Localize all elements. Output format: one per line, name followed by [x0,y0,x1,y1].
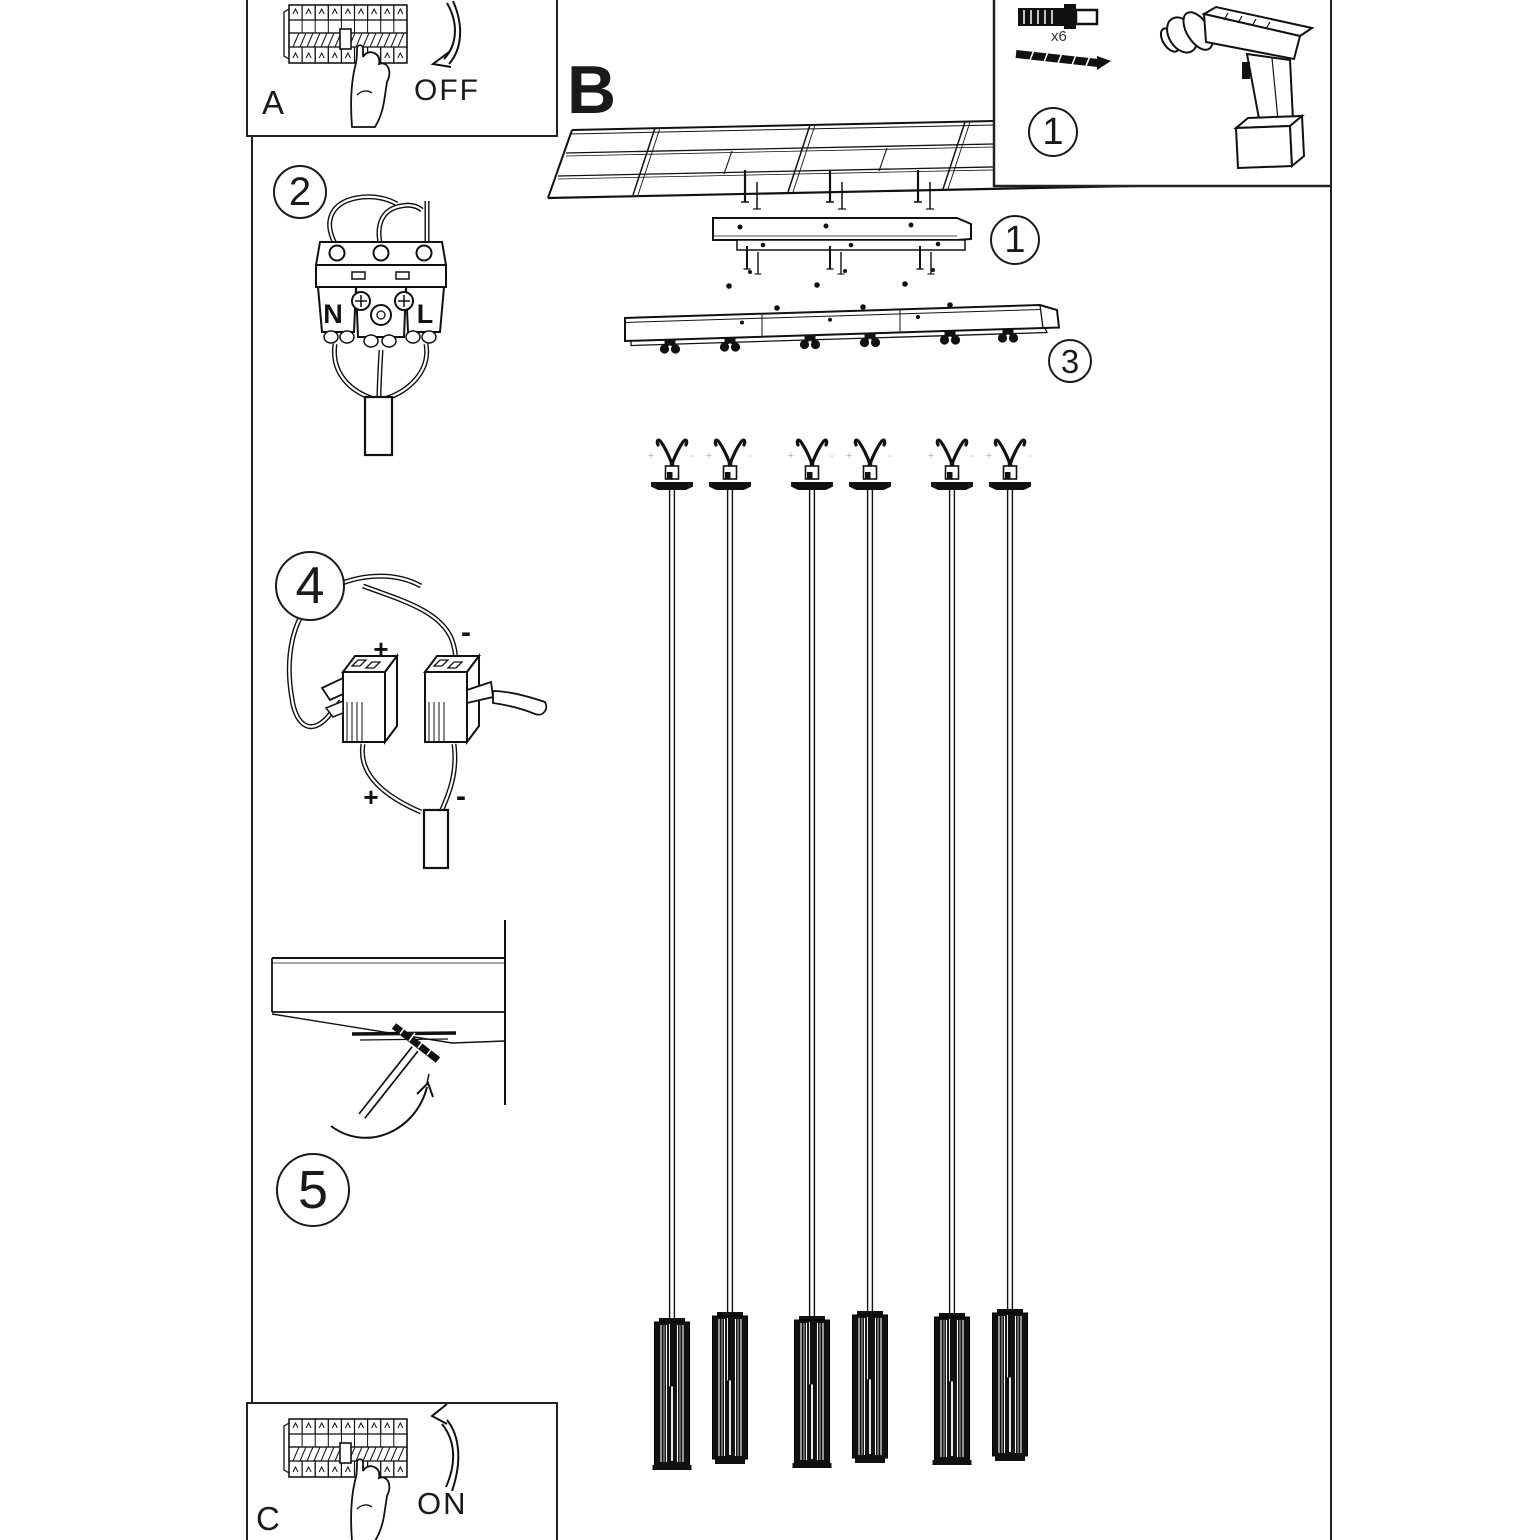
polarity-minus-mark: - [830,450,834,462]
panel-c-label: C [256,1500,280,1537]
hook-wire-right [730,440,745,464]
bracket-1-badge: 1 [990,215,1040,265]
strain-relief-disc [989,482,1031,490]
step-5-badge: 5 [276,1153,350,1227]
pendant-assembly [648,440,694,1470]
polarity-minus-mark: - [748,450,752,462]
screw-quantity-label: x6 [1051,28,1067,45]
ceiling-screws-icon [741,170,934,209]
plus-label-bottom: + [363,782,379,812]
pendant-assembly [986,440,1032,1461]
minus-label-top: - [461,616,471,649]
pendant-assembly [788,440,834,1468]
kit-box [993,0,1331,187]
pendant-assembly [928,440,974,1465]
polarity-plus-mark: + [985,450,993,462]
hook-wire-left [855,440,870,464]
polarity-plus-mark: + [927,450,935,462]
hook-wire-left [937,440,952,464]
wire-connectors-icon [289,576,546,868]
right-border [1330,0,1332,1540]
canopy-3-badge: 3 [1048,339,1092,383]
cable-sleeve [365,397,392,455]
pressing-finger-icon [493,691,546,715]
terminal-block-icon [316,197,446,455]
mounting-bracket-icon [713,218,971,250]
step-2-badge: 2 [273,165,327,219]
cable-sleeve [424,810,448,868]
canopy-bar-icon [625,305,1059,346]
terminal-neutral-label: N [323,299,343,329]
power-on-label: ON [417,1486,468,1521]
step-4-badge: 4 [275,551,345,621]
terminal-live-label: L [416,299,434,329]
bracket-screws-icon [726,246,953,311]
panel-b-label: B [567,52,617,128]
hook-wire-left [995,440,1010,464]
panel-a-label: A [262,84,285,121]
polarity-plus-mark: + [647,450,655,462]
panel-a-box [246,0,558,137]
polarity-minus-mark: - [1028,450,1032,462]
pendant-assembly [846,440,892,1463]
polarity-minus-mark: - [888,450,892,462]
minus-label-bottom: - [456,780,466,813]
strain-relief-disc [651,482,693,490]
polarity-plus-mark: + [845,450,853,462]
pendant-assembly [706,440,752,1464]
strain-relief-disc [931,482,973,490]
hook-wire-right [672,440,687,464]
strain-relief-disc [709,482,751,490]
hook-wire-right [812,440,827,464]
polarity-minus-mark: - [690,450,694,462]
polarity-plus-mark: + [787,450,795,462]
hook-wire-left [797,440,812,464]
polarity-minus-mark: - [970,450,974,462]
power-off-label: OFF [414,74,480,107]
canopy-mount-icon [272,920,505,1138]
hook-wire-right [870,440,885,464]
plus-label-top: + [373,634,389,664]
column-divider [251,137,253,1402]
polarity-plus-mark: + [705,450,713,462]
kit-1-badge: 1 [1028,107,1078,157]
hook-wire-right [1010,440,1025,464]
strain-relief-disc [791,482,833,490]
hook-wire-left [715,440,730,464]
hook-wire-left [657,440,672,464]
hook-wire-right [952,440,967,464]
panel-c-box [246,1402,558,1540]
strain-relief-disc [849,482,891,490]
pendants-group [648,440,1032,1470]
